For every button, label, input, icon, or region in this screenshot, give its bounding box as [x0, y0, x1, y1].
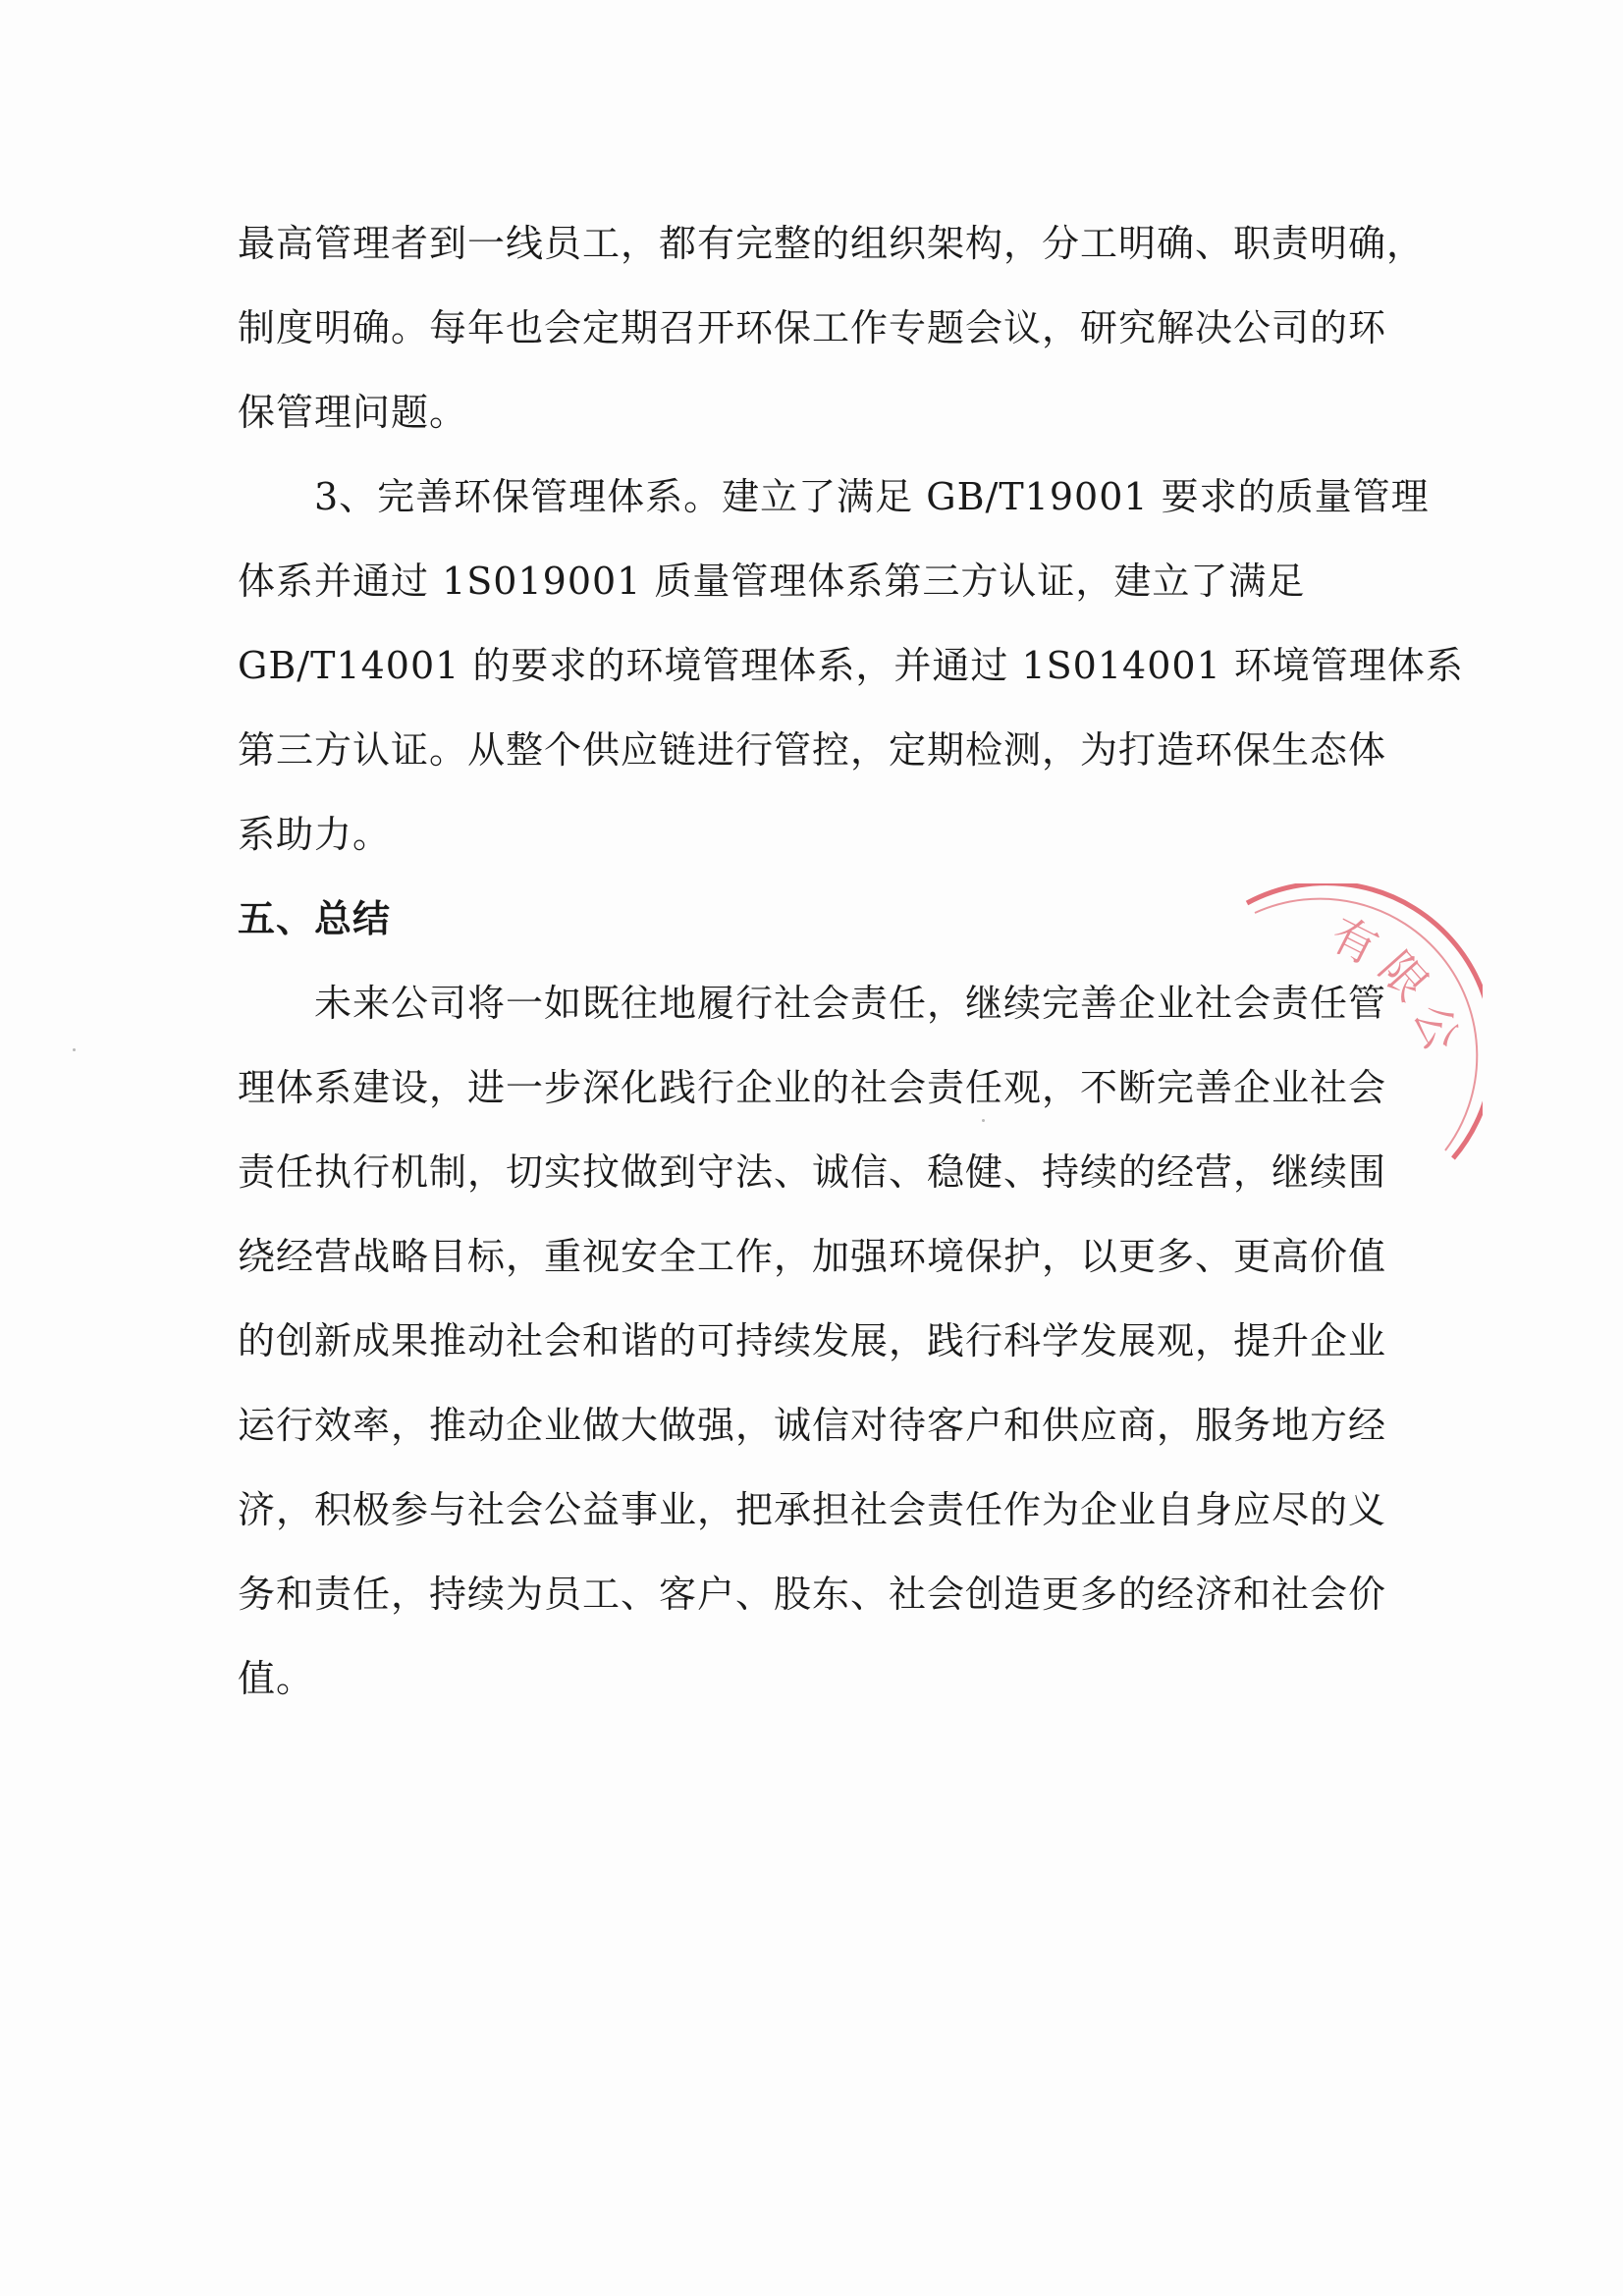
text-line: 第三方认证。从整个供应链进行管控，定期检测，为打造环保生态体: [238, 728, 1387, 772]
text-line: 制度明确。每年也会定期召开环保工作专题会议，研究解决公司的环: [238, 306, 1387, 349]
text-line: 值。: [238, 1657, 315, 1700]
text-line: 体系并通过 1S019001 质量管理体系第三方认证，建立了满足: [238, 560, 1306, 603]
text-line: 最高管理者到一线员工，都有完整的组织架构，分工明确、职责明确，: [238, 222, 1426, 265]
text-line: 绕经营战略目标，重视安全工作，加强环境保护，以更多、更高价值: [238, 1235, 1387, 1278]
text-line: 保管理问题。: [238, 391, 468, 434]
text-line: 济，积极参与社会公益事业，把承担社会责任作为企业自身应尽的义: [238, 1488, 1387, 1531]
text-line: 的创新成果推动社会和谐的可持续发展，践行科学发展观，提升企业: [238, 1319, 1387, 1362]
text-line: 责任执行机制，切实抆做到守法、诚信、稳健、持续的经营，继续围: [238, 1150, 1387, 1194]
text-line: 3、完善环保管理体系。建立了满足 GB/T19001 要求的质量管理: [238, 475, 1430, 518]
text-line: 务和责任，持续为员工、客户、股东、社会创造更多的经济和社会价: [238, 1573, 1387, 1616]
text-line: 运行效率，推动企业做大做强，诚信对待客户和供应商，服务地方经: [238, 1404, 1387, 1447]
section-heading: 五、总结: [238, 897, 392, 940]
text-line: 理体系建设，进一步深化践行企业的社会责任观，不断完善企业社会: [238, 1066, 1387, 1109]
seal-text: 有限公: [1322, 906, 1473, 1067]
scan-speck: [73, 1048, 76, 1051]
text-line: GB/T14001 的要求的环境管理体系，并通过 1S014001 环境管理体系: [238, 644, 1464, 687]
text-line: 未来公司将一如既往地履行社会责任，继续完善企业社会责任管: [238, 982, 1387, 1025]
text-line: 系助力。: [238, 813, 392, 856]
